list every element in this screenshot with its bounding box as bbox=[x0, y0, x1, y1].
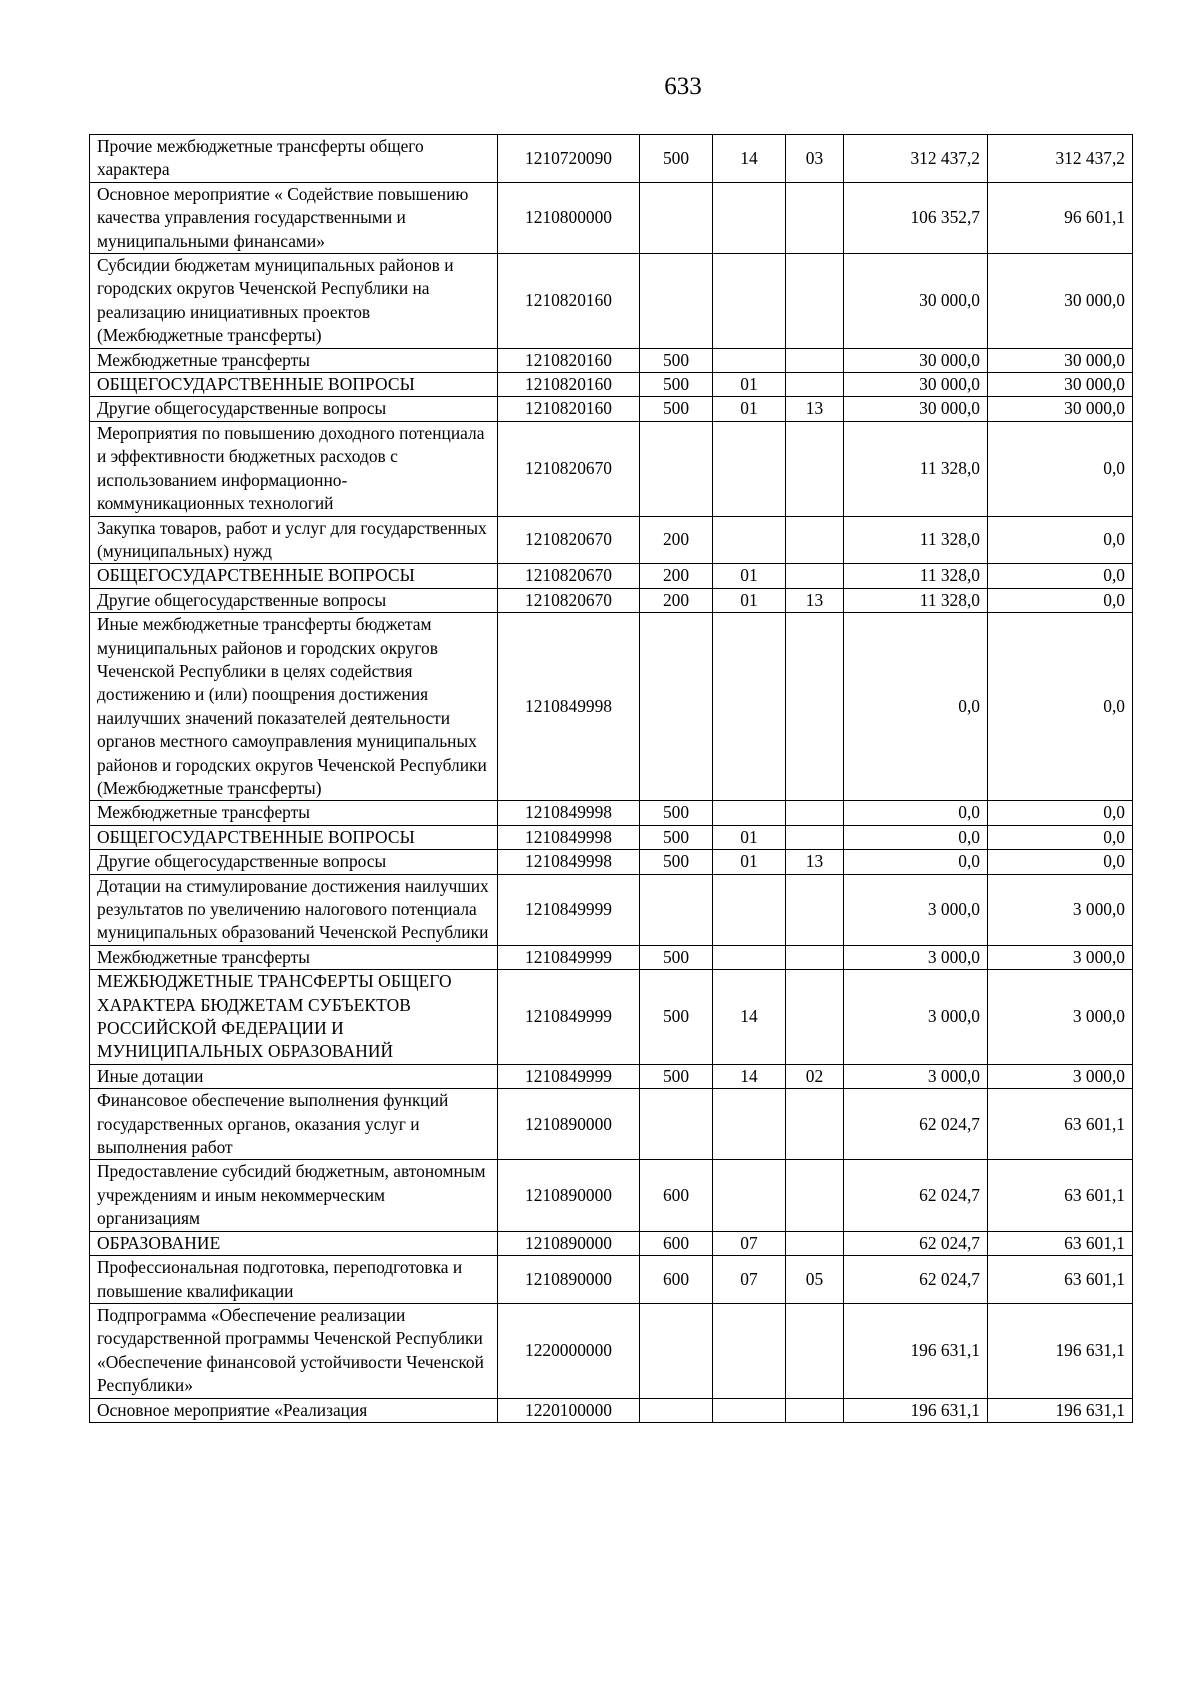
row-subsection bbox=[786, 1160, 844, 1231]
row-section: 14 bbox=[713, 1064, 786, 1088]
row-section: 07 bbox=[713, 1231, 786, 1255]
row-subsection bbox=[786, 1231, 844, 1255]
row-expense-type bbox=[640, 874, 713, 945]
row-expense-type: 600 bbox=[640, 1231, 713, 1255]
row-expense-type: 600 bbox=[640, 1160, 713, 1231]
row-name: Межбюджетные трансферты bbox=[90, 945, 498, 969]
row-amount-year-2: 3 000,0 bbox=[988, 874, 1133, 945]
row-subsection bbox=[786, 1089, 844, 1160]
row-amount-year-1: 196 631,1 bbox=[844, 1398, 988, 1422]
row-amount-year-2: 312 437,2 bbox=[988, 135, 1133, 183]
row-name: Межбюджетные трансферты bbox=[90, 348, 498, 372]
row-amount-year-1: 3 000,0 bbox=[844, 945, 988, 969]
row-expense-type: 200 bbox=[640, 516, 713, 564]
row-expense-type: 200 bbox=[640, 588, 713, 612]
row-expense-type: 500 bbox=[640, 945, 713, 969]
row-expense-type: 500 bbox=[640, 373, 713, 397]
row-name: Подпрограмма «Обеспечение реализации государственной программы Чеченской Республики «Обеспечение финансовой устойчивости Чеченской Республики» bbox=[90, 1303, 498, 1398]
row-section bbox=[713, 613, 786, 801]
row-name: МЕЖБЮДЖЕТНЫЕ ТРАНСФЕРТЫ ОБЩЕГО ХАРАКТЕРА БЮДЖЕТАМ СУБЪЕКТОВ РОССИЙСКОЙ ФЕДЕРАЦИИ И МУНИЦИПАЛЬНЫХ ОБРАЗОВАНИЙ bbox=[90, 970, 498, 1065]
row-section bbox=[713, 801, 786, 825]
row-amount-year-2: 30 000,0 bbox=[988, 397, 1133, 421]
row-target-article: 1210849998 bbox=[498, 850, 640, 874]
row-amount-year-2: 63 601,1 bbox=[988, 1231, 1133, 1255]
table-row bbox=[90, 850, 1133, 874]
row-expense-type: 500 bbox=[640, 1064, 713, 1088]
page-number: 633 bbox=[664, 73, 702, 100]
table-row bbox=[90, 1256, 1133, 1304]
row-amount-year-2: 63 601,1 bbox=[988, 1160, 1133, 1231]
row-name: Основное мероприятие «Реализация bbox=[90, 1398, 498, 1422]
row-amount-year-1: 11 328,0 bbox=[844, 516, 988, 564]
row-amount-year-1: 0,0 bbox=[844, 850, 988, 874]
row-section: 01 bbox=[713, 564, 786, 588]
row-subsection bbox=[786, 801, 844, 825]
row-expense-type: 500 bbox=[640, 397, 713, 421]
row-section bbox=[713, 1398, 786, 1422]
row-expense-type bbox=[640, 1089, 713, 1160]
row-expense-type bbox=[640, 421, 713, 516]
row-name: Субсидии бюджетам муниципальных районов и городских округов Чеченской Республики на реализацию инициативных проектов (Межбюджетные трансферты) bbox=[90, 254, 498, 349]
row-expense-type: 500 bbox=[640, 801, 713, 825]
row-section: 14 bbox=[713, 135, 786, 183]
row-amount-year-1: 106 352,7 bbox=[844, 182, 988, 253]
table-row bbox=[90, 970, 1133, 1065]
row-target-article: 1210890000 bbox=[498, 1231, 640, 1255]
row-amount-year-1: 62 024,7 bbox=[844, 1160, 988, 1231]
row-name: Предоставление субсидий бюджетным, автономным учреждениям и иным некоммерческим организациям bbox=[90, 1160, 498, 1231]
row-section: 01 bbox=[713, 588, 786, 612]
row-expense-type bbox=[640, 613, 713, 801]
row-target-article: 1220100000 bbox=[498, 1398, 640, 1422]
row-amount-year-1: 3 000,0 bbox=[844, 970, 988, 1065]
row-subsection bbox=[786, 182, 844, 253]
table-row bbox=[90, 1303, 1133, 1398]
row-target-article: 1210849998 bbox=[498, 801, 640, 825]
row-section bbox=[713, 1089, 786, 1160]
row-section: 01 bbox=[713, 397, 786, 421]
row-subsection bbox=[786, 1303, 844, 1398]
row-amount-year-1: 3 000,0 bbox=[844, 1064, 988, 1088]
table-row bbox=[90, 421, 1133, 516]
row-amount-year-2: 30 000,0 bbox=[988, 373, 1133, 397]
row-amount-year-2: 30 000,0 bbox=[988, 254, 1133, 349]
row-expense-type: 500 bbox=[640, 135, 713, 183]
row-name: Другие общегосударственные вопросы bbox=[90, 588, 498, 612]
row-amount-year-1: 196 631,1 bbox=[844, 1303, 988, 1398]
row-amount-year-1: 3 000,0 bbox=[844, 874, 988, 945]
row-target-article: 1210820670 bbox=[498, 421, 640, 516]
row-amount-year-2: 0,0 bbox=[988, 613, 1133, 801]
row-target-article: 1210849999 bbox=[498, 1064, 640, 1088]
row-name: ОБЩЕГОСУДАРСТВЕННЫЕ ВОПРОСЫ bbox=[90, 825, 498, 849]
table-row bbox=[90, 254, 1133, 349]
row-name: Другие общегосударственные вопросы bbox=[90, 850, 498, 874]
row-name: Иные дотации bbox=[90, 1064, 498, 1088]
row-section bbox=[713, 348, 786, 372]
row-name: Основное мероприятие « Содействие повышению качества управления государственными и муниципальными финансами» bbox=[90, 182, 498, 253]
budget-table bbox=[89, 134, 1133, 1423]
row-target-article: 1220000000 bbox=[498, 1303, 640, 1398]
row-name: Профессиональная подготовка, переподготовка и повышение квалификации bbox=[90, 1256, 498, 1304]
row-target-article: 1210890000 bbox=[498, 1256, 640, 1304]
row-subsection bbox=[786, 874, 844, 945]
table-row bbox=[90, 516, 1133, 564]
row-section bbox=[713, 254, 786, 349]
row-name: ОБРАЗОВАНИЕ bbox=[90, 1231, 498, 1255]
row-target-article: 1210849998 bbox=[498, 613, 640, 801]
row-amount-year-1: 11 328,0 bbox=[844, 588, 988, 612]
table-row bbox=[90, 801, 1133, 825]
row-name: ОБЩЕГОСУДАРСТВЕННЫЕ ВОПРОСЫ bbox=[90, 564, 498, 588]
row-amount-year-1: 62 024,7 bbox=[844, 1231, 988, 1255]
row-amount-year-2: 30 000,0 bbox=[988, 348, 1133, 372]
row-subsection bbox=[786, 1398, 844, 1422]
row-subsection bbox=[786, 945, 844, 969]
row-amount-year-2: 96 601,1 bbox=[988, 182, 1133, 253]
row-name: Дотации на стимулирование достижения наилучших результатов по увеличению налогового потенциала муниципальных образований Чеченской Республики bbox=[90, 874, 498, 945]
row-expense-type: 500 bbox=[640, 348, 713, 372]
row-amount-year-2: 0,0 bbox=[988, 801, 1133, 825]
row-subsection bbox=[786, 516, 844, 564]
row-target-article: 1210720090 bbox=[498, 135, 640, 183]
row-amount-year-1: 30 000,0 bbox=[844, 373, 988, 397]
row-amount-year-2: 0,0 bbox=[988, 421, 1133, 516]
row-amount-year-1: 0,0 bbox=[844, 825, 988, 849]
table-row bbox=[90, 1064, 1133, 1088]
row-section: 14 bbox=[713, 970, 786, 1065]
row-expense-type: 600 bbox=[640, 1256, 713, 1304]
row-amount-year-2: 63 601,1 bbox=[988, 1256, 1133, 1304]
row-name: Другие общегосударственные вопросы bbox=[90, 397, 498, 421]
row-expense-type bbox=[640, 254, 713, 349]
row-section bbox=[713, 1160, 786, 1231]
row-amount-year-1: 312 437,2 bbox=[844, 135, 988, 183]
row-amount-year-1: 0,0 bbox=[844, 801, 988, 825]
row-section: 01 bbox=[713, 850, 786, 874]
table-row bbox=[90, 564, 1133, 588]
row-name: Межбюджетные трансферты bbox=[90, 801, 498, 825]
row-subsection bbox=[786, 348, 844, 372]
row-amount-year-1: 30 000,0 bbox=[844, 348, 988, 372]
row-amount-year-1: 30 000,0 bbox=[844, 254, 988, 349]
row-section bbox=[713, 421, 786, 516]
table-row bbox=[90, 373, 1133, 397]
row-target-article: 1210849999 bbox=[498, 945, 640, 969]
row-section bbox=[713, 1303, 786, 1398]
row-expense-type bbox=[640, 1303, 713, 1398]
row-expense-type bbox=[640, 182, 713, 253]
row-amount-year-1: 62 024,7 bbox=[844, 1089, 988, 1160]
row-subsection bbox=[786, 373, 844, 397]
table-row bbox=[90, 1398, 1133, 1422]
row-name: Мероприятия по повышению доходного потенциала и эффективности бюджетных расходов с использованием информационно-коммуникационных технологий bbox=[90, 421, 498, 516]
row-amount-year-1: 11 328,0 bbox=[844, 421, 988, 516]
row-amount-year-2: 3 000,0 bbox=[988, 970, 1133, 1065]
row-amount-year-2: 0,0 bbox=[988, 564, 1133, 588]
row-subsection bbox=[786, 254, 844, 349]
row-subsection: 13 bbox=[786, 397, 844, 421]
row-name: ОБЩЕГОСУДАРСТВЕННЫЕ ВОПРОСЫ bbox=[90, 373, 498, 397]
table-row bbox=[90, 588, 1133, 612]
row-amount-year-2: 196 631,1 bbox=[988, 1303, 1133, 1398]
row-section bbox=[713, 874, 786, 945]
row-target-article: 1210820160 bbox=[498, 397, 640, 421]
table-row bbox=[90, 182, 1133, 253]
row-subsection bbox=[786, 613, 844, 801]
table-row bbox=[90, 348, 1133, 372]
row-expense-type: 500 bbox=[640, 970, 713, 1065]
row-amount-year-2: 63 601,1 bbox=[988, 1089, 1133, 1160]
row-amount-year-2: 0,0 bbox=[988, 850, 1133, 874]
row-target-article: 1210820160 bbox=[498, 348, 640, 372]
row-amount-year-2: 196 631,1 bbox=[988, 1398, 1133, 1422]
row-section bbox=[713, 516, 786, 564]
row-expense-type: 500 bbox=[640, 825, 713, 849]
row-section bbox=[713, 945, 786, 969]
row-amount-year-2: 0,0 bbox=[988, 825, 1133, 849]
table-row bbox=[90, 1160, 1133, 1231]
table-row bbox=[90, 397, 1133, 421]
table-row bbox=[90, 945, 1133, 969]
row-name: Иные межбюджетные трансферты бюджетам муниципальных районов и городских округов Чеченской Республики в целях содействия достижению и (или) поощрения достижения наилучших значений показателей деятельности органов местного самоуправления муниципальных районов и городских округов Чеченской Республики (Межбюджетные трансферты) bbox=[90, 613, 498, 801]
table-row bbox=[90, 1089, 1133, 1160]
row-subsection: 02 bbox=[786, 1064, 844, 1088]
row-amount-year-1: 30 000,0 bbox=[844, 397, 988, 421]
row-subsection: 13 bbox=[786, 588, 844, 612]
row-target-article: 1210820160 bbox=[498, 254, 640, 349]
row-amount-year-2: 0,0 bbox=[988, 588, 1133, 612]
row-expense-type: 500 bbox=[640, 850, 713, 874]
row-subsection: 13 bbox=[786, 850, 844, 874]
row-target-article: 1210800000 bbox=[498, 182, 640, 253]
row-target-article: 1210890000 bbox=[498, 1089, 640, 1160]
row-name: Прочие межбюджетные трансферты общего характера bbox=[90, 135, 498, 183]
row-section: 01 bbox=[713, 373, 786, 397]
row-section: 07 bbox=[713, 1256, 786, 1304]
row-target-article: 1210820670 bbox=[498, 564, 640, 588]
row-subsection bbox=[786, 421, 844, 516]
row-expense-type: 200 bbox=[640, 564, 713, 588]
row-section: 01 bbox=[713, 825, 786, 849]
row-subsection bbox=[786, 825, 844, 849]
row-subsection bbox=[786, 564, 844, 588]
row-subsection: 05 bbox=[786, 1256, 844, 1304]
row-amount-year-1: 62 024,7 bbox=[844, 1256, 988, 1304]
row-subsection bbox=[786, 970, 844, 1065]
row-target-article: 1210820160 bbox=[498, 373, 640, 397]
row-target-article: 1210890000 bbox=[498, 1160, 640, 1231]
row-amount-year-2: 3 000,0 bbox=[988, 945, 1133, 969]
row-subsection: 03 bbox=[786, 135, 844, 183]
table-row bbox=[90, 874, 1133, 945]
row-name: Закупка товаров, работ и услуг для государственных (муниципальных) нужд bbox=[90, 516, 498, 564]
row-amount-year-2: 0,0 bbox=[988, 516, 1133, 564]
row-amount-year-2: 3 000,0 bbox=[988, 1064, 1133, 1088]
row-amount-year-1: 0,0 bbox=[844, 613, 988, 801]
row-target-article: 1210820670 bbox=[498, 588, 640, 612]
row-target-article: 1210849999 bbox=[498, 874, 640, 945]
table-row bbox=[90, 613, 1133, 801]
row-expense-type bbox=[640, 1398, 713, 1422]
table-row bbox=[90, 135, 1133, 183]
row-target-article: 1210849998 bbox=[498, 825, 640, 849]
table-row bbox=[90, 1231, 1133, 1255]
row-section bbox=[713, 182, 786, 253]
row-name: Финансовое обеспечение выполнения функций государственных органов, оказания услуг и выполнения работ bbox=[90, 1089, 498, 1160]
row-amount-year-1: 11 328,0 bbox=[844, 564, 988, 588]
table-row bbox=[90, 825, 1133, 849]
row-target-article: 1210849999 bbox=[498, 970, 640, 1065]
row-target-article: 1210820670 bbox=[498, 516, 640, 564]
